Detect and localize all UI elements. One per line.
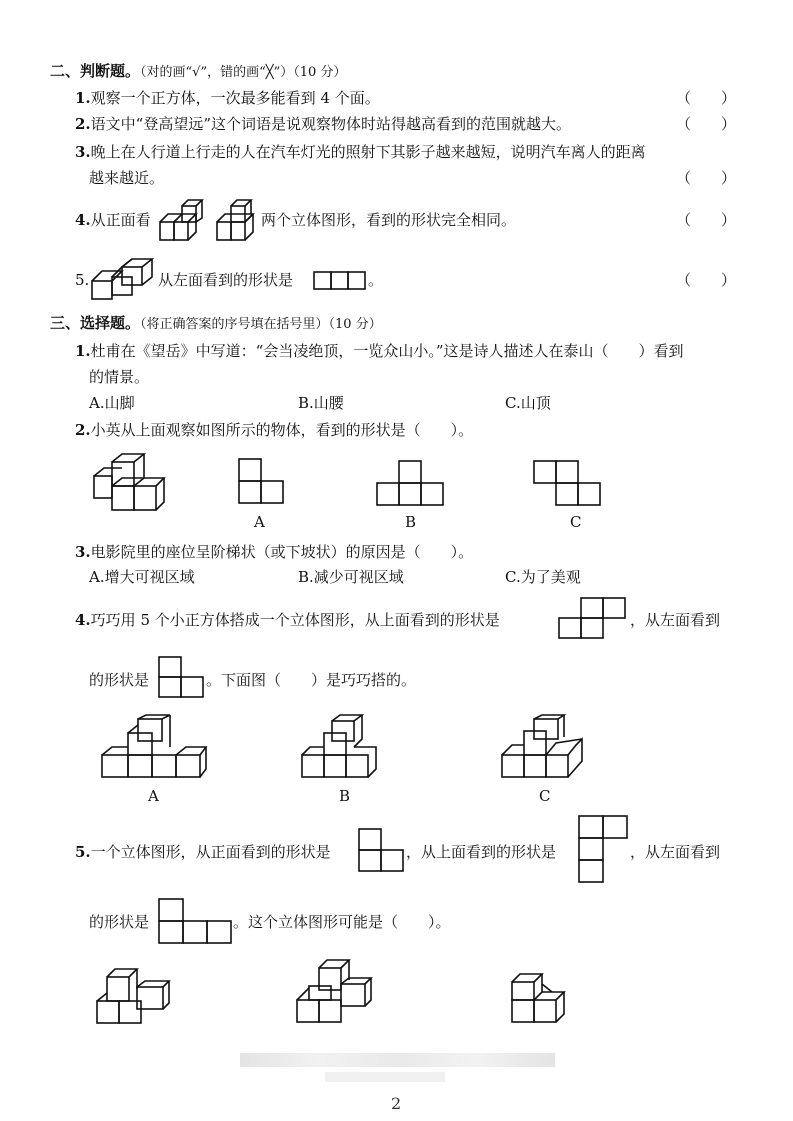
s2-q3-cont: 越来越近。: [89, 169, 165, 187]
s2-q4-pre: 4.从正面看: [75, 211, 151, 229]
s3-q3: 3.电影院里的座位呈阶梯状（或下坡状）的原因是（ ）。: [75, 543, 474, 561]
s3-q4-top-view: [558, 597, 630, 643]
s2-q2: 2.语文中“登高望远”这个词语是说观察物体时站得越高看到的范围就越大。: [75, 115, 572, 133]
s3-q4-line2-post: 。下面图（ ）是巧巧搭的。: [206, 671, 417, 689]
s3-q4-choice-b[interactable]: [300, 715, 390, 781]
s2-q5-answer[interactable]: （ ）: [676, 271, 737, 289]
s2-q5-end: 。: [368, 271, 384, 289]
s2-q5-num: 5.: [75, 271, 90, 289]
s2-q1: 1.观察一个正方体，一次最多能看到 4 个面。: [75, 89, 380, 107]
s3-q4-choice-c[interactable]: [500, 715, 590, 781]
s2-q3: 3.晚上在人行道上行走的人在汽车灯光的照射下其影子越来越短，说明汽车离人的距离: [75, 143, 646, 161]
s3-q1-option-c[interactable]: C.山顶: [505, 394, 551, 412]
s3-q2-object: [92, 450, 166, 514]
s3-q3-option-b[interactable]: B.减少可视区域: [298, 568, 404, 586]
s3-q4-line2-pre: 的形状是: [89, 671, 150, 689]
s3-q2-choice-a[interactable]: [238, 458, 286, 506]
s3-q5-choice-3[interactable]: [508, 968, 572, 1024]
s3-q4-label-b: B: [339, 787, 351, 805]
s3-q5-mid: ，从上面看到的形状是: [406, 843, 557, 861]
s2-q4-figure-2: [215, 198, 265, 244]
s3-q5-front-view: [358, 828, 408, 874]
s3-q5-left-view: [158, 898, 234, 946]
s3-q3-option-c[interactable]: C.为了美观: [505, 568, 581, 586]
s3-q3-option-a[interactable]: A.增大可视区域: [89, 568, 195, 586]
s2-q1-answer[interactable]: （ ）: [676, 89, 737, 107]
s2-q5-text: 从左面看到的形状是: [158, 271, 294, 289]
s3-q1-option-b[interactable]: B.山腰: [298, 394, 344, 412]
s3-q5: 5.一个立体图形，从正面看到的形状是: [75, 843, 331, 861]
s2-q4-post: 两个立体图形，看到的形状完全相同。: [261, 211, 517, 229]
s3-q1: 1.杜甫在《望岳》中写道：“会当凌绝顶，一览众山小。”这是诗人描述人在泰山（ ）看到: [75, 342, 684, 360]
s3-q5-post: ，从左面看到: [630, 843, 721, 861]
s3-q5-choice-1[interactable]: [93, 965, 173, 1025]
s3-q5-choice-2[interactable]: [293, 958, 375, 1024]
s2-q4-figure-1: [158, 198, 208, 244]
s3-q4-label-a: A: [148, 787, 159, 805]
s3-q2-label-b: B: [405, 513, 417, 531]
s3-q2-label-c: C: [570, 513, 582, 531]
section2-title: 二、判断题。（对的画“√”，错的画“╳”）（10 分）: [50, 62, 347, 80]
s3-q5-line2-post: 。这个立体图形可能是（ ）。: [233, 913, 451, 931]
s3-q1-cont: 的情景。: [89, 368, 150, 386]
s3-q5-top-view: [578, 815, 632, 887]
s3-q2: 2.小英从上面观察如图所示的物体，看到的形状是（ ）。: [75, 421, 474, 439]
blurred-footer: [240, 1053, 555, 1067]
s2-q5-shape: [313, 271, 369, 291]
section3-title: 三、选择题。（将正确答案的序号填在括号里）（10 分）: [50, 314, 382, 332]
s3-q4-left-view: [158, 656, 206, 702]
s3-q4: 4.巧巧用 5 个小正方体搭成一个立体图形，从上面看到的形状是: [75, 611, 500, 629]
s3-q4-choice-a[interactable]: [100, 715, 210, 781]
s2-q4-answer[interactable]: （ ）: [676, 211, 737, 229]
s3-q2-choice-c[interactable]: [533, 460, 605, 508]
blurred-footer-2: [325, 1072, 445, 1082]
s3-q2-label-a: A: [254, 513, 265, 531]
s2-q3-answer[interactable]: （ ）: [676, 169, 737, 187]
s2-q5-figure: [90, 257, 158, 303]
s3-q2-choice-b[interactable]: [376, 460, 446, 508]
s3-q5-line2-pre: 的形状是: [89, 913, 150, 931]
page-number: 2: [391, 1094, 402, 1113]
s2-q2-answer[interactable]: （ ）: [676, 115, 737, 133]
s3-q4-post: ，从左面看到: [630, 611, 721, 629]
s3-q4-label-c: C: [539, 787, 551, 805]
s3-q1-option-a[interactable]: A.山脚: [89, 394, 135, 412]
